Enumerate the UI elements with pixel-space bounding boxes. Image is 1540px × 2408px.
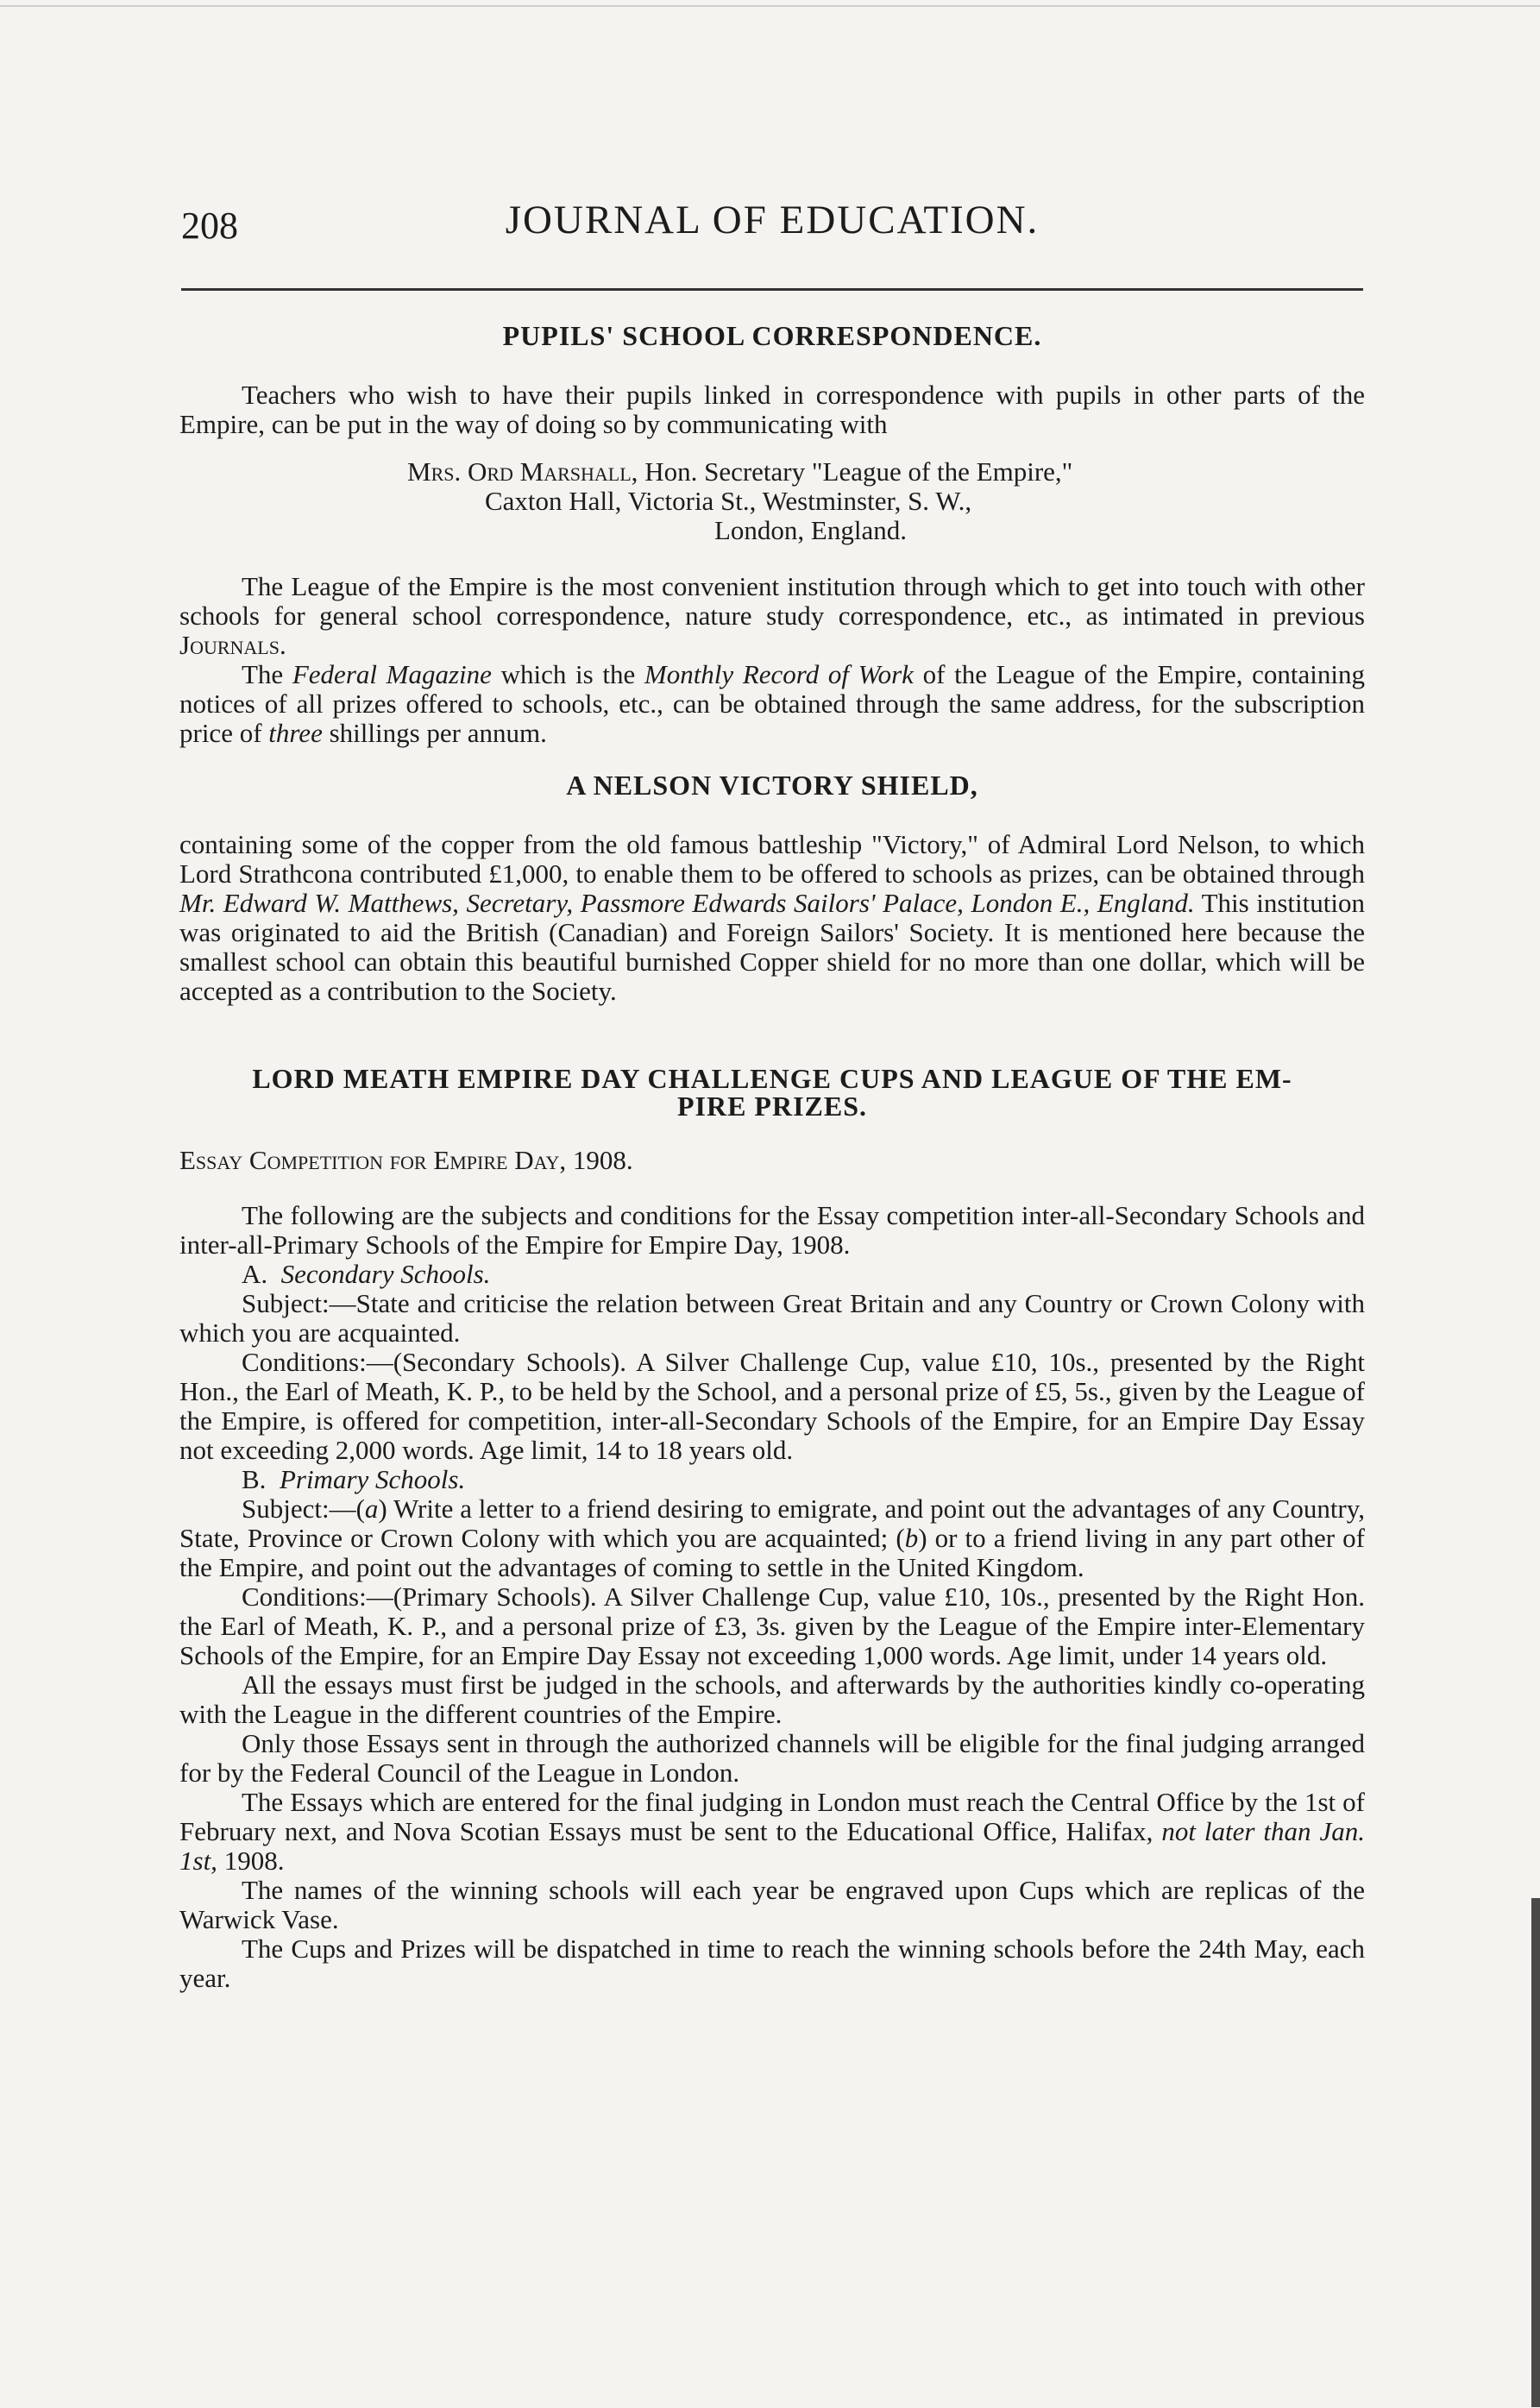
federal-magazine-paragraph: The Federal Magazine which is the Monthly Record of Work of the League of the Empire, containing notices of all prizes offered to schools, etc., can be obtained through the same address, for the subscription price of three shillings per annum. bbox=[179, 659, 1366, 748]
secondary-heading: A. Secondary Schools. bbox=[242, 1259, 491, 1289]
secondary-conditions: Conditions:—(Secondary Schools). A Silver Challenge Cup, value £10, 10s., presented by the Right Hon., the Earl of Meath, K. P., to be held by the School, and a personal prize of £5, 5s., given by the League of the Empire, is offered for competition, inter-all-Secondary Schools of the Empire, for an Empire Day Essay not exceeding 2,000 words. Age limit, 14 to 18 years old. bbox=[179, 1347, 1365, 1465]
primary-conditions: Conditions:—(Primary Schools). A Silver Challenge Cup, value £10, 10s., presented by the Right Hon. the Earl of Meath, K. P., and a personal prize of £3, 3s. given by the League of the Empire inter-Elementary Schools of the Empire, for an Empire Day Essay not exceeding 1,000 words. Age limit, under 14 years old. bbox=[179, 1581, 1365, 1670]
deadline-paragraph: The Essays which are entered for the final judging in London must reach the Central Office by the 1st of February next, and Nova Scotian Essays must be sent to the Educational Office, Halifax, not later than Jan. 1st, 1908. bbox=[179, 1787, 1365, 1876]
address-line-1: Mrs. Ord Marshall, Hon. Secretary "League of the Empire," bbox=[407, 456, 1073, 487]
secretary-address bbox=[407, 457, 1365, 545]
essay-competition-subtitle: Essay Competition for Empire Day, 1908. bbox=[179, 1145, 633, 1175]
winners-paragraph: The names of the winning schools will each year be engraved upon Cups which are replicas of the Warwick Vase. bbox=[179, 1875, 1365, 1934]
secretary-name: Mrs. Ord Marshall, bbox=[407, 456, 638, 487]
correspondence-intro: Teachers who wish to have their pupils linked in correspondence with pupils in other parts of the Empire, can be put in the way of doing so by communicating with bbox=[179, 380, 1365, 439]
top-edge-line bbox=[0, 5, 1540, 7]
dispatch-paragraph: The Cups and Prizes will be dispatched in time to reach the winning schools before the 24th May, each year. bbox=[179, 1933, 1365, 1993]
page-header bbox=[181, 197, 1363, 257]
section-title-correspondence: PUPILS' SCHOOL CORRESPONDENCE. bbox=[502, 320, 1042, 351]
judging-paragraph: All the essays must first be judged in the schools, and afterwards by the authorities kindly co-operating with the League in the different countries of the Empire. bbox=[179, 1669, 1365, 1729]
page-number: 208 bbox=[181, 204, 238, 247]
page-edge-shadow bbox=[1531, 1898, 1540, 2407]
league-paragraph: The League of the Empire is the most convenient institution through which to get into touch with other schools for general school correspondence, nature study correspondence, etc., as intimated in previous Journals. bbox=[179, 571, 1365, 660]
primary-heading: B. Primary Schools. bbox=[242, 1464, 466, 1494]
section-title-empire-day: LORD MEATH EMPIRE DAY CHALLENGE CUPS AND LEAGUE OF THE EM- PIRE PRIZES. bbox=[252, 1063, 1292, 1122]
address-line-2: Caxton Hall, Victoria St., Westminster, S. W., bbox=[485, 486, 972, 516]
header-rule bbox=[181, 288, 1363, 291]
competition-intro: The following are the subjects and conditions for the Essay competition inter-all-Secondary Schools and inter-all-Primary Schools of the Empire for Empire Day, 1908. bbox=[179, 1200, 1365, 1260]
primary-subject: Subject:—(a) Write a letter to a friend desiring to emigrate, and point out the advantages of any Country, State, Province or Crown Colony with which you are acquainted; (b) or to a friend living in any part other of the Empire, and point out the advantages of coming to settle in the United Kingdom. bbox=[179, 1493, 1365, 1582]
section-title-nelson-shield: A NELSON VICTORY SHIELD, bbox=[566, 770, 978, 801]
secondary-subject: Subject:—State and criticise the relation between Great Britain and any Country or Crown Colony with which you are acquainted. bbox=[179, 1288, 1365, 1348]
article-column bbox=[179, 318, 1365, 1993]
nelson-shield-paragraph: containing some of the copper from the old famous battleship "Victory," of Admiral Lord Nelson, to which Lord Strathcona contributed £1,000, to enable them to be offered to schools as prizes, can be obtained through Mr. Edward W. Matthews, Secretary, Passmore Edwards Sailors' Palace, London E., England. This institution was originated to aid the British (Canadian) and Foreign Sailors' Society. It is mentioned here because the smallest school can obtain this beautiful burnished Copper shield for no more than one dollar, which will be accepted as a contribution to the Society. bbox=[179, 829, 1365, 1006]
address-line-3: London, England. bbox=[714, 515, 907, 545]
eligibility-paragraph: Only those Essays sent in through the authorized channels will be eligible for the final judging arranged for by the Federal Council of the League in London. bbox=[179, 1728, 1365, 1788]
journal-title: JOURNAL OF EDUCATION. bbox=[505, 198, 1040, 242]
